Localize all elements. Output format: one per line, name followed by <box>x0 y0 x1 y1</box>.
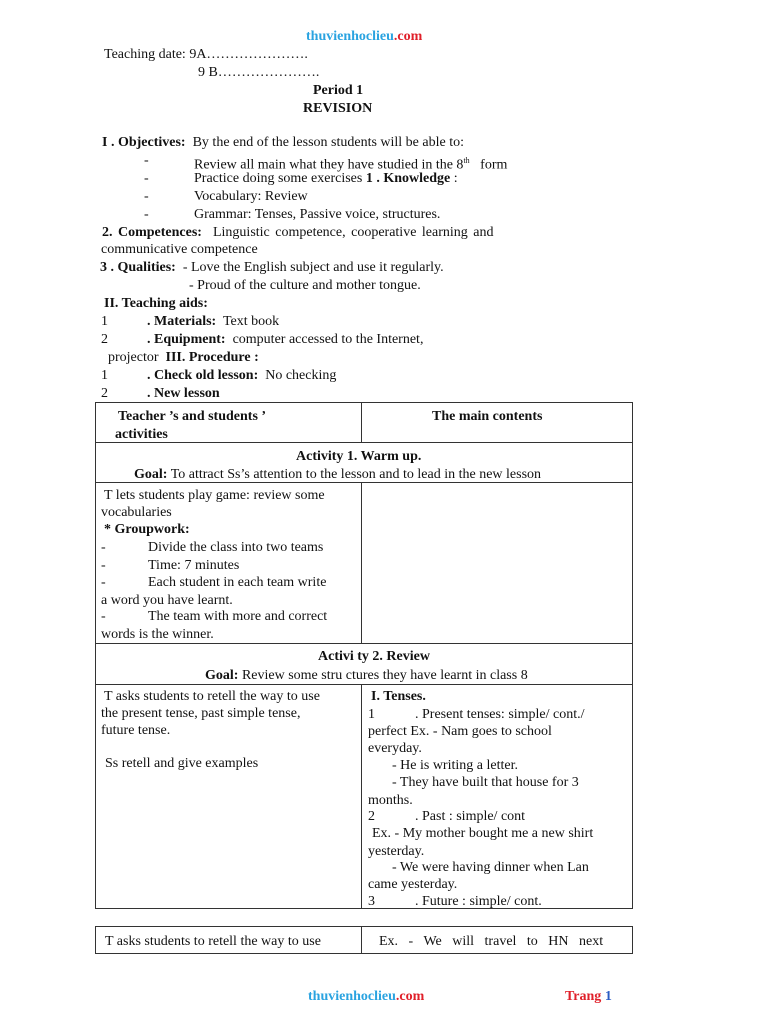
objectives-line <box>102 134 464 151</box>
footer-site-domain: .com <box>395 989 425 1004</box>
tense-2-line-c: yesterday. <box>368 844 425 859</box>
table-head-right: The main contents <box>432 409 543 424</box>
tenses-heading: I. Tenses. <box>371 689 426 704</box>
competences-text: Linguistic competence, cooperative learning and <box>212 225 494 240</box>
tense-1-line-a: . Present tenses: simple/ cont./ <box>415 707 585 722</box>
materials-line <box>147 313 279 330</box>
check-old-lesson-value: No checking <box>265 368 337 383</box>
tense-num-3: 3 <box>368 894 375 909</box>
objective-item-2-text: Practice doing some exercises <box>194 171 363 186</box>
new-lesson-label: . New lesson <box>147 386 220 401</box>
act1-left-line-1: T lets students play game: review some <box>104 488 325 503</box>
objective-dash-1: - <box>144 153 149 168</box>
tense-1-line-e: - They have built that house for 3 <box>392 775 579 790</box>
continuation-divider <box>361 926 362 954</box>
objectives-text: By the end of the lesson students will be able to: <box>192 135 464 150</box>
competences-label: 2. Competences: <box>102 225 202 240</box>
act2-left-line-2: the present tense, past simple tense, <box>101 706 301 721</box>
tense-3-line-a: . Future : simple/ cont. <box>415 894 542 909</box>
act1-left-line-7: a word you have learnt. <box>101 593 233 608</box>
page-label: Trang <box>565 989 602 1004</box>
equipment-label: . Equipment: <box>147 332 226 347</box>
check-num: 1 <box>101 368 108 383</box>
activity-2-goal-label: Goal: <box>205 668 239 683</box>
objective-item-1-sup: th <box>463 156 470 165</box>
projector-text: projector <box>108 350 159 365</box>
footer-site-name: thuvienhoclieu <box>308 989 396 1004</box>
period-heading: Period 1 <box>313 83 364 98</box>
tense-1-line-c: everyday. <box>368 741 422 756</box>
site-header <box>306 28 422 45</box>
equipment-num: 2 <box>101 332 108 347</box>
table-divider-act1 <box>361 482 362 643</box>
qualities-line2: - Proud of the culture and mother tongue. <box>189 278 421 293</box>
materials-num: 1 <box>101 314 108 329</box>
activity-1-goal-label: Goal: <box>134 467 168 482</box>
teaching-aids-heading: II. Teaching aids: <box>104 296 208 311</box>
table-head-left-1: Teacher ’s and students ’ <box>118 409 267 424</box>
act1-left-line-9: words is the winner. <box>101 627 214 642</box>
competences-line <box>102 224 494 241</box>
equipment-value: computer accessed to the Internet, <box>232 332 424 347</box>
tense-2-line-e: came yesterday. <box>368 877 458 892</box>
table-divider-head <box>361 402 362 442</box>
activity-2-goal <box>205 667 528 684</box>
activity-2-title: Activi ty 2. Review <box>318 649 430 664</box>
teaching-date-line2: 9 B…………………. <box>198 65 320 80</box>
act1-dash-3: - <box>101 575 106 590</box>
act1-dash-2: - <box>101 558 106 573</box>
objective-item-3: Vocabulary: Review <box>194 189 308 204</box>
continuation-left: T asks students to retell the way to use <box>105 934 321 949</box>
procedure-heading: III. Procedure : <box>165 350 259 365</box>
tense-1-line-b: perfect Ex. - Nam goes to school <box>368 724 552 739</box>
tense-num-2: 2 <box>368 809 375 824</box>
act1-left-line-5: Time: 7 minutes <box>148 558 240 573</box>
tense-1-line-d: - He is writing a letter. <box>392 758 518 773</box>
objective-dash-4: - <box>144 207 149 222</box>
qualities-line <box>100 259 444 276</box>
equipment-line <box>147 331 423 348</box>
projector-line <box>108 349 259 366</box>
new-lesson-num: 2 <box>101 386 108 401</box>
act2-left-line-1: T asks students to retell the way to use <box>104 689 320 704</box>
table-rule-1 <box>95 442 633 443</box>
act1-left-line-6: Each student in each team write <box>148 575 327 590</box>
table-head-left-2: activities <box>115 427 168 442</box>
materials-label: . Materials: <box>147 314 217 329</box>
site-domain: .com <box>393 29 423 44</box>
act1-left-line-8: The team with more and correct <box>148 609 328 624</box>
site-name: thuvienhoclieu <box>306 29 394 44</box>
objective-item-2-tail: : <box>453 171 458 186</box>
activity-1-goal <box>134 466 541 483</box>
knowledge-label: 1 . Knowledge <box>365 171 451 186</box>
act1-dash-4: - <box>101 609 106 624</box>
objective-item-1-tail: form <box>480 157 508 173</box>
objective-item-2 <box>194 170 458 187</box>
table-rule-4 <box>95 684 633 685</box>
tense-num-1: 1 <box>368 707 375 722</box>
activity-1-title: Activity 1. Warm up. <box>296 449 422 464</box>
teaching-date-line1: Teaching date: 9A…………………. <box>104 47 308 62</box>
qualities-text-1: - Love the English subject and use it regularly. <box>182 260 444 275</box>
table-rule-3 <box>95 643 633 644</box>
continuation-right: Ex. - We will travel to HN next <box>379 934 604 949</box>
table-divider-act2 <box>361 684 362 909</box>
page-number <box>565 988 612 1005</box>
act1-dash-1: - <box>101 540 106 555</box>
activity-1-goal-text: To attract Ss’s attention to the lesson and to lead in the new lesson <box>170 467 542 482</box>
page-value: 1 <box>604 989 612 1004</box>
tense-2-line-a: . Past : simple/ cont <box>415 809 526 824</box>
objective-dash-3: - <box>144 189 149 204</box>
site-footer <box>308 988 424 1005</box>
objective-dash-2: - <box>144 171 149 186</box>
qualities-label: 3 . Qualities: <box>100 260 176 275</box>
materials-value: Text book <box>222 314 280 329</box>
competences-line2: communicative competence <box>101 242 258 257</box>
objective-item-1-text: Review all main what they have studied in the 8 <box>194 157 464 173</box>
objectives-label: I . Objectives: <box>102 135 186 150</box>
document-title: REVISION <box>303 101 373 116</box>
tense-2-line-d: - We were having dinner when Lan <box>392 860 589 875</box>
tense-2-line-b: Ex. - My mother bought me a new shirt <box>372 826 594 841</box>
tense-1-line-f: months. <box>368 793 413 808</box>
groupwork-label: * Groupwork: <box>104 522 190 537</box>
act1-left-line-4: Divide the class into two teams <box>148 540 324 555</box>
objective-item-4: Grammar: Tenses, Passive voice, structures. <box>194 207 441 222</box>
act1-left-line-2: vocabularies <box>101 505 172 520</box>
check-old-lesson-label: . Check old lesson: <box>147 368 259 383</box>
act2-left-line-4: Ss retell and give examples <box>105 756 259 771</box>
activity-2-goal-text: Review some stru ctures they have learnt in class 8 <box>241 668 528 683</box>
act2-left-line-3: future tense. <box>101 723 171 738</box>
check-old-lesson-line <box>147 367 336 384</box>
